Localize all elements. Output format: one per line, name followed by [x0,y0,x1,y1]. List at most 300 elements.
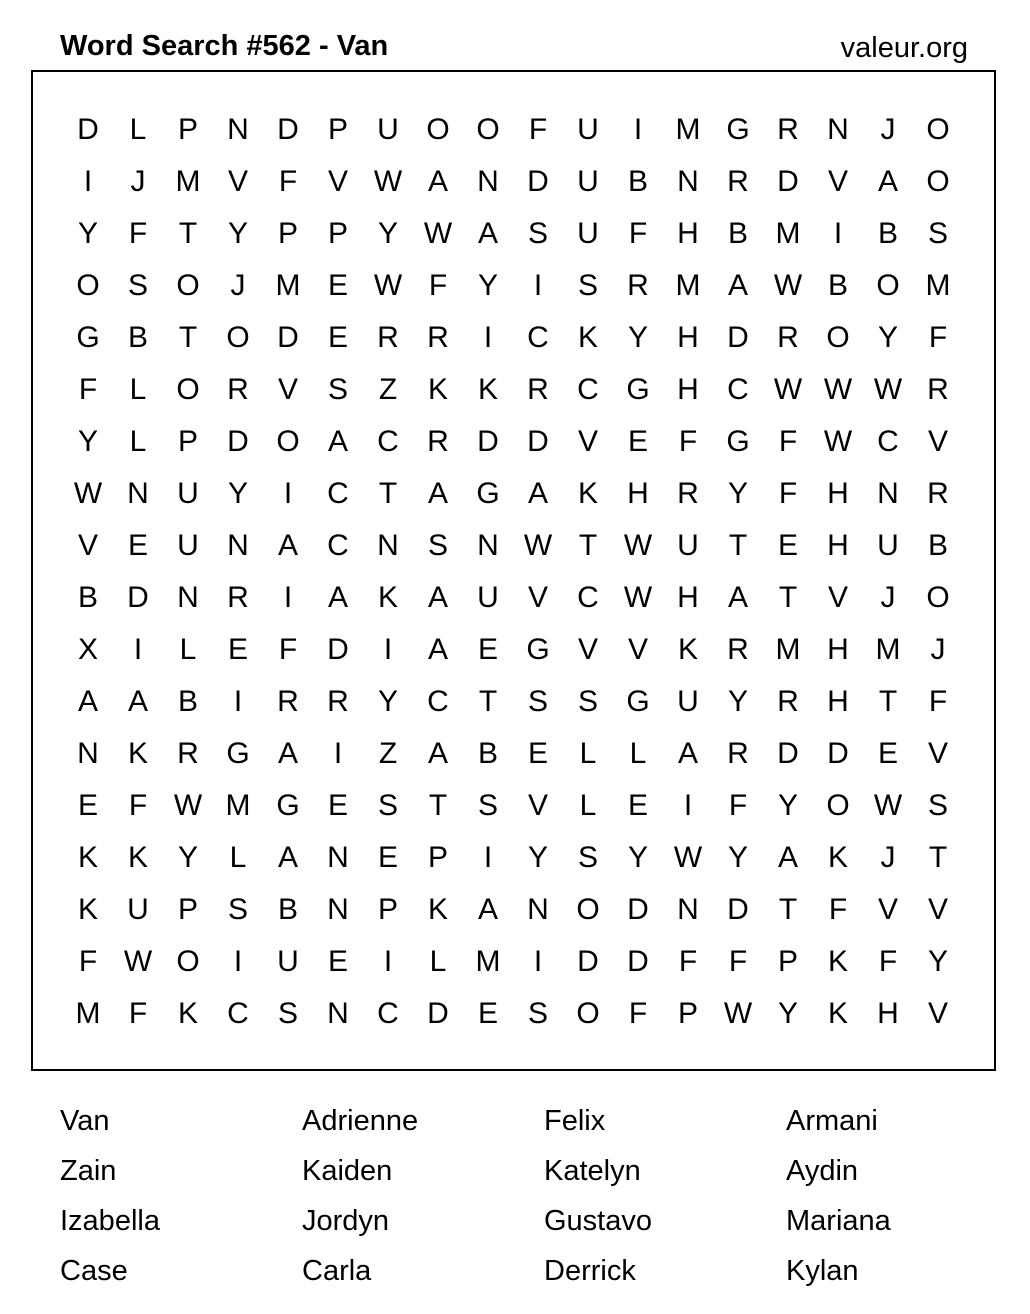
grid-letter: N [677,165,699,198]
grid-letter: R [727,633,749,666]
grid-letter: L [429,945,447,978]
grid-letter: D [727,893,749,926]
grid-letter: Z [378,737,398,770]
grid-letter: W [373,165,403,198]
grid-letter: R [627,269,649,302]
grid-letter: K [177,997,198,1030]
grid-letter: T [728,529,748,562]
grid-letter: V [277,373,298,406]
grid-letter: E [477,633,498,666]
grid-letter: E [227,633,248,666]
word-list-item: Mariana [786,1205,891,1237]
grid-letter: R [777,685,799,718]
grid-letter: F [628,997,648,1030]
grid-letter: S [927,789,948,822]
grid-letter: V [527,581,548,614]
grid-letter: I [133,633,143,666]
grid-letter: S [227,893,248,926]
grid-letter: D [527,165,549,198]
grid-letter: N [477,165,499,198]
grid-letter: H [677,321,699,354]
grid-letter: W [523,529,553,562]
grid-letter: W [723,997,753,1030]
grid-letter: F [878,945,898,978]
grid-letter: O [426,113,450,146]
grid-letter: U [177,477,199,510]
grid-letter: O [476,113,500,146]
grid-letter: D [77,113,99,146]
grid-letter: E [327,945,348,978]
grid-letter: D [127,581,149,614]
grid-letter: O [926,165,950,198]
grid-letter: O [226,321,250,354]
grid-letter: F [278,633,298,666]
grid-letter: D [477,425,499,458]
grid-letter: F [928,685,948,718]
grid-letter: R [277,685,299,718]
grid-letter: N [877,477,899,510]
grid-letter: G [726,113,750,146]
grid-letter: W [623,581,653,614]
grid-letter: H [677,581,699,614]
grid-letter: C [327,477,349,510]
grid-letter: K [377,581,398,614]
grid-letter: I [83,165,93,198]
grid-letter: D [577,945,599,978]
grid-letter: S [577,841,598,874]
grid-letter: V [827,165,848,198]
grid-letter: L [579,789,597,822]
grid-letter: D [827,737,849,770]
grid-letter: H [827,529,849,562]
grid-letter: S [327,373,348,406]
grid-letter: H [677,373,699,406]
grid-letter: A [427,165,448,198]
grid-letter: E [377,841,398,874]
grid-letter: M [775,633,801,666]
grid-letter: O [576,997,600,1030]
grid-letter: M [75,997,101,1030]
grid-letter: L [129,373,147,406]
grid-letter: V [927,737,948,770]
grid-letter: B [927,529,948,562]
grid-letter: A [877,165,898,198]
grid-letter: V [527,789,548,822]
grid-letter: K [427,373,448,406]
grid-letter: I [483,321,493,354]
grid-letter: K [827,997,848,1030]
grid-letter: G [626,685,650,718]
grid-letter: L [229,841,247,874]
grid-letter: R [927,477,949,510]
grid-letter: L [179,633,197,666]
grid-letter: S [577,685,598,718]
grid-letter: B [727,217,748,250]
grid-letter: O [176,269,200,302]
grid-letter: Y [777,997,798,1030]
grid-letter: F [728,789,748,822]
grid-letter: B [627,165,648,198]
grid-letter: S [527,997,548,1030]
grid-letter: T [778,581,798,614]
grid-letter: P [177,425,198,458]
grid-letter: K [577,477,598,510]
grid-letter: M [225,789,251,822]
grid-letter: R [227,581,249,614]
grid-letter: L [129,113,147,146]
grid-letter: K [577,321,598,354]
grid-letter: T [778,893,798,926]
grid-letter: B [77,581,98,614]
grid-letter: T [878,685,898,718]
grid-letter: F [628,217,648,250]
grid-letter: R [427,321,449,354]
grid-letter: C [577,373,599,406]
grid-letter: T [428,789,448,822]
grid-letter: A [327,581,348,614]
grid-letter: Y [477,269,498,302]
grid-letter: J [130,165,146,198]
grid-letter: F [78,945,98,978]
grid-letter: R [377,321,399,354]
grid-letter: I [383,633,393,666]
grid-letter: Y [177,841,198,874]
grid-letter: Y [727,841,748,874]
grid-letter: G [276,789,300,822]
grid-letter: L [129,425,147,458]
page-title: Word Search #562 - Van [60,30,389,62]
grid-letter: V [577,425,598,458]
grid-letter: E [477,997,498,1030]
grid-letter: I [283,581,293,614]
grid-letter: E [627,425,648,458]
grid-letter: A [477,893,498,926]
word-list-item: Carla [302,1255,372,1287]
grid-letter: D [227,425,249,458]
grid-letter: J [930,633,946,666]
grid-letter: W [423,217,453,250]
grid-letter: Y [777,789,798,822]
grid-letter: U [577,217,599,250]
grid-letter: N [327,841,349,874]
grid-letter: I [233,685,243,718]
grid-letter: T [478,685,498,718]
grid-letter: K [77,841,98,874]
grid-letter: H [677,217,699,250]
grid-letter: C [227,997,249,1030]
grid-letter: C [377,997,399,1030]
grid-letter: Y [227,217,248,250]
grid-letter: N [77,737,99,770]
grid-letter: S [127,269,148,302]
grid-letter: G [726,425,750,458]
grid-letter: N [527,893,549,926]
grid-letter: Y [627,321,648,354]
grid-letter: K [827,945,848,978]
grid-letter: N [377,529,399,562]
grid-letter: M [675,113,701,146]
grid-letter: H [827,633,849,666]
grid-letter: N [227,529,249,562]
grid-letter: S [427,529,448,562]
grid-letter: I [833,217,843,250]
grid-letter: W [823,425,853,458]
grid-letter: S [277,997,298,1030]
grid-letter: S [927,217,948,250]
grid-letter: F [128,997,148,1030]
grid-letter: F [778,425,798,458]
grid-letter: F [78,373,98,406]
grid-letter: D [277,113,299,146]
grid-letter: O [926,581,950,614]
grid-letter: J [880,113,896,146]
grid-letter: R [727,737,749,770]
grid-letter: D [627,893,649,926]
grid-letter: U [877,529,899,562]
grid-letter: B [127,321,148,354]
grid-letter: I [333,737,343,770]
word-list-item: Aydin [786,1155,859,1187]
grid-letter: V [827,581,848,614]
grid-letter: R [177,737,199,770]
grid-letter: M [275,269,301,302]
grid-letter: F [728,945,748,978]
grid-letter: L [629,737,647,770]
grid-letter: F [828,893,848,926]
grid-letter: E [77,789,98,822]
grid-letter: U [127,893,149,926]
grid-letter: K [427,893,448,926]
grid-letter: S [527,685,548,718]
grid-letter: J [880,581,896,614]
grid-letter: N [327,893,349,926]
grid-letter: P [327,217,348,250]
grid-letter: A [527,477,548,510]
grid-letter: N [177,581,199,614]
grid-letter: K [77,893,98,926]
grid-letter: F [678,425,698,458]
grid-letter: N [827,113,849,146]
grid-letter: T [378,477,398,510]
grid-letter: G [526,633,550,666]
grid-letter: O [76,269,100,302]
grid-letter: A [677,737,698,770]
grid-letter: B [277,893,298,926]
grid-letter: G [76,321,100,354]
grid-letter: O [826,789,850,822]
grid-letter: Z [378,373,398,406]
grid-letter: S [377,789,398,822]
grid-letter: W [623,529,653,562]
grid-letter: V [877,893,898,926]
grid-letter: B [477,737,498,770]
grid-letter: A [427,737,448,770]
grid-letter: E [627,789,648,822]
grid-letter: F [278,165,298,198]
word-list-item: Izabella [60,1205,160,1237]
site-name: valeur.org [840,32,968,64]
grid-letter: A [477,217,498,250]
grid-letter: Y [627,841,648,874]
grid-letter: R [327,685,349,718]
grid-letter: T [178,217,198,250]
grid-letter: D [777,737,799,770]
grid-letter: S [477,789,498,822]
grid-letter: N [677,893,699,926]
word-list-item: Armani [786,1105,878,1137]
grid-letter: U [577,165,599,198]
grid-letter: O [276,425,300,458]
grid-letter: D [277,321,299,354]
grid-letter: R [527,373,549,406]
grid-letter: V [927,425,948,458]
grid-letter: F [678,945,698,978]
grid-letter: J [880,841,896,874]
grid-letter: C [327,529,349,562]
grid-letter: P [177,893,198,926]
grid-letter: R [777,113,799,146]
grid-letter: A [77,685,98,718]
word-list-item: Felix [544,1105,606,1137]
grid-letter: U [677,685,699,718]
grid-letter: A [777,841,798,874]
word-list-item: Gustavo [544,1205,652,1237]
grid-letter: W [373,269,403,302]
grid-letter: N [127,477,149,510]
grid-letter: O [826,321,850,354]
grid-letter: P [677,997,698,1030]
grid-letter: C [527,321,549,354]
grid-letter: T [578,529,598,562]
grid-letter: M [475,945,501,978]
grid-letter: B [827,269,848,302]
grid-letter: C [427,685,449,718]
grid-letter: V [627,633,648,666]
grid-letter: R [727,165,749,198]
word-list-item: Derrick [544,1255,636,1287]
grid-letter: Y [227,477,248,510]
grid-letter: K [127,737,148,770]
grid-letter: D [327,633,349,666]
grid-letter: Y [77,217,98,250]
grid-letter: M [925,269,951,302]
grid-letter: H [877,997,899,1030]
grid-letter: I [233,945,243,978]
grid-letter: U [577,113,599,146]
word-list-item: Zain [60,1155,117,1187]
grid-letter: I [383,945,393,978]
grid-letter: F [778,477,798,510]
word-list-item: Kaiden [302,1155,393,1187]
grid-letter: E [127,529,148,562]
grid-letter: P [377,893,398,926]
grid-letter: O [926,113,950,146]
grid-letter: Y [527,841,548,874]
grid-letter: I [483,841,493,874]
grid-letter: Y [377,685,398,718]
grid-letter: C [877,425,899,458]
grid-letter: R [427,425,449,458]
grid-letter: A [427,633,448,666]
grid-letter: C [727,373,749,406]
grid-letter: E [327,789,348,822]
word-list-item: Case [60,1255,128,1287]
grid-letter: R [927,373,949,406]
grid-letter: N [227,113,249,146]
grid-letter: R [777,321,799,354]
grid-letter: S [527,217,548,250]
grid-letter: F [928,321,948,354]
grid-letter: A [277,737,298,770]
grid-letter: V [227,165,248,198]
grid-letter: E [777,529,798,562]
grid-letter: W [773,269,803,302]
grid-letter: Y [727,477,748,510]
grid-letter: P [327,113,348,146]
grid-letter: P [277,217,298,250]
grid-letter: E [327,269,348,302]
grid-letter: R [227,373,249,406]
grid-letter: Y [77,425,98,458]
grid-letter: P [177,113,198,146]
word-list-item: Adrienne [302,1105,419,1137]
word-list-item: Kylan [786,1255,859,1287]
grid-letter: F [128,789,148,822]
grid-letter: M [875,633,901,666]
grid-letter: A [277,529,298,562]
grid-letter: R [677,477,699,510]
word-list-item: Van [60,1105,110,1137]
grid-letter: C [377,425,399,458]
grid-letter: I [533,945,543,978]
grid-letter: D [727,321,749,354]
grid-letter: U [277,945,299,978]
word-list [60,1096,1028,1296]
grid-letter: V [577,633,598,666]
grid-letter: N [477,529,499,562]
grid-letter: W [123,945,153,978]
grid-letter: I [683,789,693,822]
grid-letter: N [327,997,349,1030]
grid-letter: V [77,529,98,562]
word-list-item: Katelyn [544,1155,641,1187]
grid-letter: U [177,529,199,562]
grid-letter: P [777,945,798,978]
grid-letter: D [777,165,799,198]
word-list-item: Jordyn [302,1205,390,1237]
grid-letter: C [577,581,599,614]
grid-letter: W [173,789,203,822]
grid-letter: P [427,841,448,874]
grid-letter: W [823,373,853,406]
grid-letter: O [876,269,900,302]
grid-letter: E [327,321,348,354]
grid-letter: F [428,269,448,302]
grid-letter: B [877,217,898,250]
grid-letter: G [226,737,250,770]
grid-letter: A [727,269,748,302]
grid-letter: K [677,633,698,666]
grid-letter: B [177,685,198,718]
grid-letter: W [773,373,803,406]
grid-letter: H [827,685,849,718]
grid-letter: E [877,737,898,770]
grid-letter: L [579,737,597,770]
grid-letter: H [627,477,649,510]
grid-letter: A [427,477,448,510]
grid-letter: Y [377,217,398,250]
grid-letter: K [477,373,498,406]
